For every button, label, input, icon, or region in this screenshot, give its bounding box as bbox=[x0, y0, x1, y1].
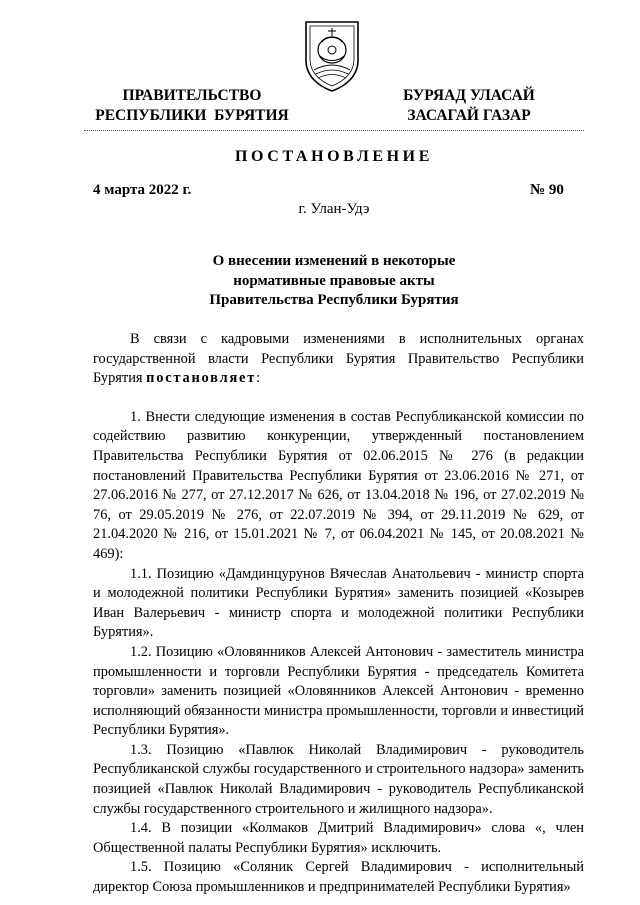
subject-line-2: нормативные правовые акты bbox=[233, 272, 435, 289]
item-1-2-paragraph: 1.2. Позицию «Оловянников Алексей Антонович - заместитель министра промышленности и торговли Республики Бурятия - председатель Комитета торговли» заменить позицией «Оловянников Алексей Антонович - временно исполняющий обязанности министра промышленности, торговли и инвестиций Республики Бурятия». bbox=[93, 643, 584, 739]
document-number: № 90 bbox=[530, 182, 564, 198]
item-1-paragraph: 1. Внести следующие изменения в состав Республиканской комиссии по содействию развитию конкуренции, утвержденный постановлением Правительства Республики Бурятия от 02.06.2015 № 276 (в редакции постановлений Правительства Республики Бурятия от 23.06.2016 № 271, от 27.06.2016 № 277, от 27.12.2017 № 626, от 13.04.2018 № 196, от 27.02.2019 № 76, от 29.05.2019 № 276, от 22.07.2019 № 394, от 29.11.2019 № 629, от 21.04.2020 № 216, от 15.01.2021 № 7, от 06.04.2021 № 145, от 20.08.2021 № 469): bbox=[93, 408, 584, 562]
government-name-buryat bbox=[376, 86, 562, 126]
document-body bbox=[93, 330, 584, 898]
government-name-line-2: РЕСПУБЛИКИ БУРЯТИЯ bbox=[95, 107, 289, 124]
coat-of-arms-icon bbox=[296, 14, 368, 94]
document-type-title: ПОСТАНОВЛЕНИЕ bbox=[235, 148, 433, 165]
preamble-text: В связи с кадровыми изменениями в исполнительных органах государственной власти Республики Бурятия Правительство Республики Бурятия bbox=[93, 331, 584, 387]
header-divider bbox=[84, 130, 584, 131]
document-date: 4 марта 2022 г. bbox=[93, 182, 192, 198]
government-name-buryat-line-2: ЗАСАГАЙ ГАЗАР bbox=[407, 107, 531, 124]
item-1-1-paragraph: 1.1. Позицию «Дамдинцурунов Вячеслав Анатольевич - министр спорта и молодежной политики Республики Бурятия» заменить позицией «Козырев Иван Валерьевич - министр спорта и молодежной политики Республики Бурятия». bbox=[93, 565, 584, 641]
item-1-5-paragraph: 1.5. Позицию «Соляник Сергей Владимирович - исполнительный директор Союза промышленников и предпринимателей Республики Бурятия» bbox=[93, 859, 584, 896]
government-name-russian bbox=[86, 86, 298, 126]
preamble-paragraph bbox=[93, 330, 584, 389]
subject-line-3: Правительства Республики Бурятия bbox=[209, 292, 459, 308]
item-1-4-paragraph: 1.4. В позиции «Колмаков Дмитрий Владимирович» слова «, член Общественной палаты Республики Бурятия» исключить. bbox=[93, 820, 584, 856]
subject-line-1: О внесении изменений в некоторые bbox=[212, 253, 456, 269]
government-name-line-1: ПРАВИТЕЛЬСТВО bbox=[122, 87, 262, 104]
decree-word: постановляет bbox=[146, 370, 257, 387]
document-subject bbox=[84, 252, 584, 311]
document-city: г. Улан-Удэ bbox=[298, 201, 370, 217]
government-name-buryat-line-1: БУРЯАД УЛАСАЙ bbox=[403, 87, 535, 104]
item-1-3-paragraph: 1.3. Позицию «Павлюк Николай Владимирович - руководитель Республиканской службы государственного и строительного надзора» заменить позицией «Павлюк Николай Владимирович - руководитель Республиканской службы государственного строительного и жилищного надзора». bbox=[93, 741, 584, 817]
decree-colon: : bbox=[256, 370, 261, 387]
